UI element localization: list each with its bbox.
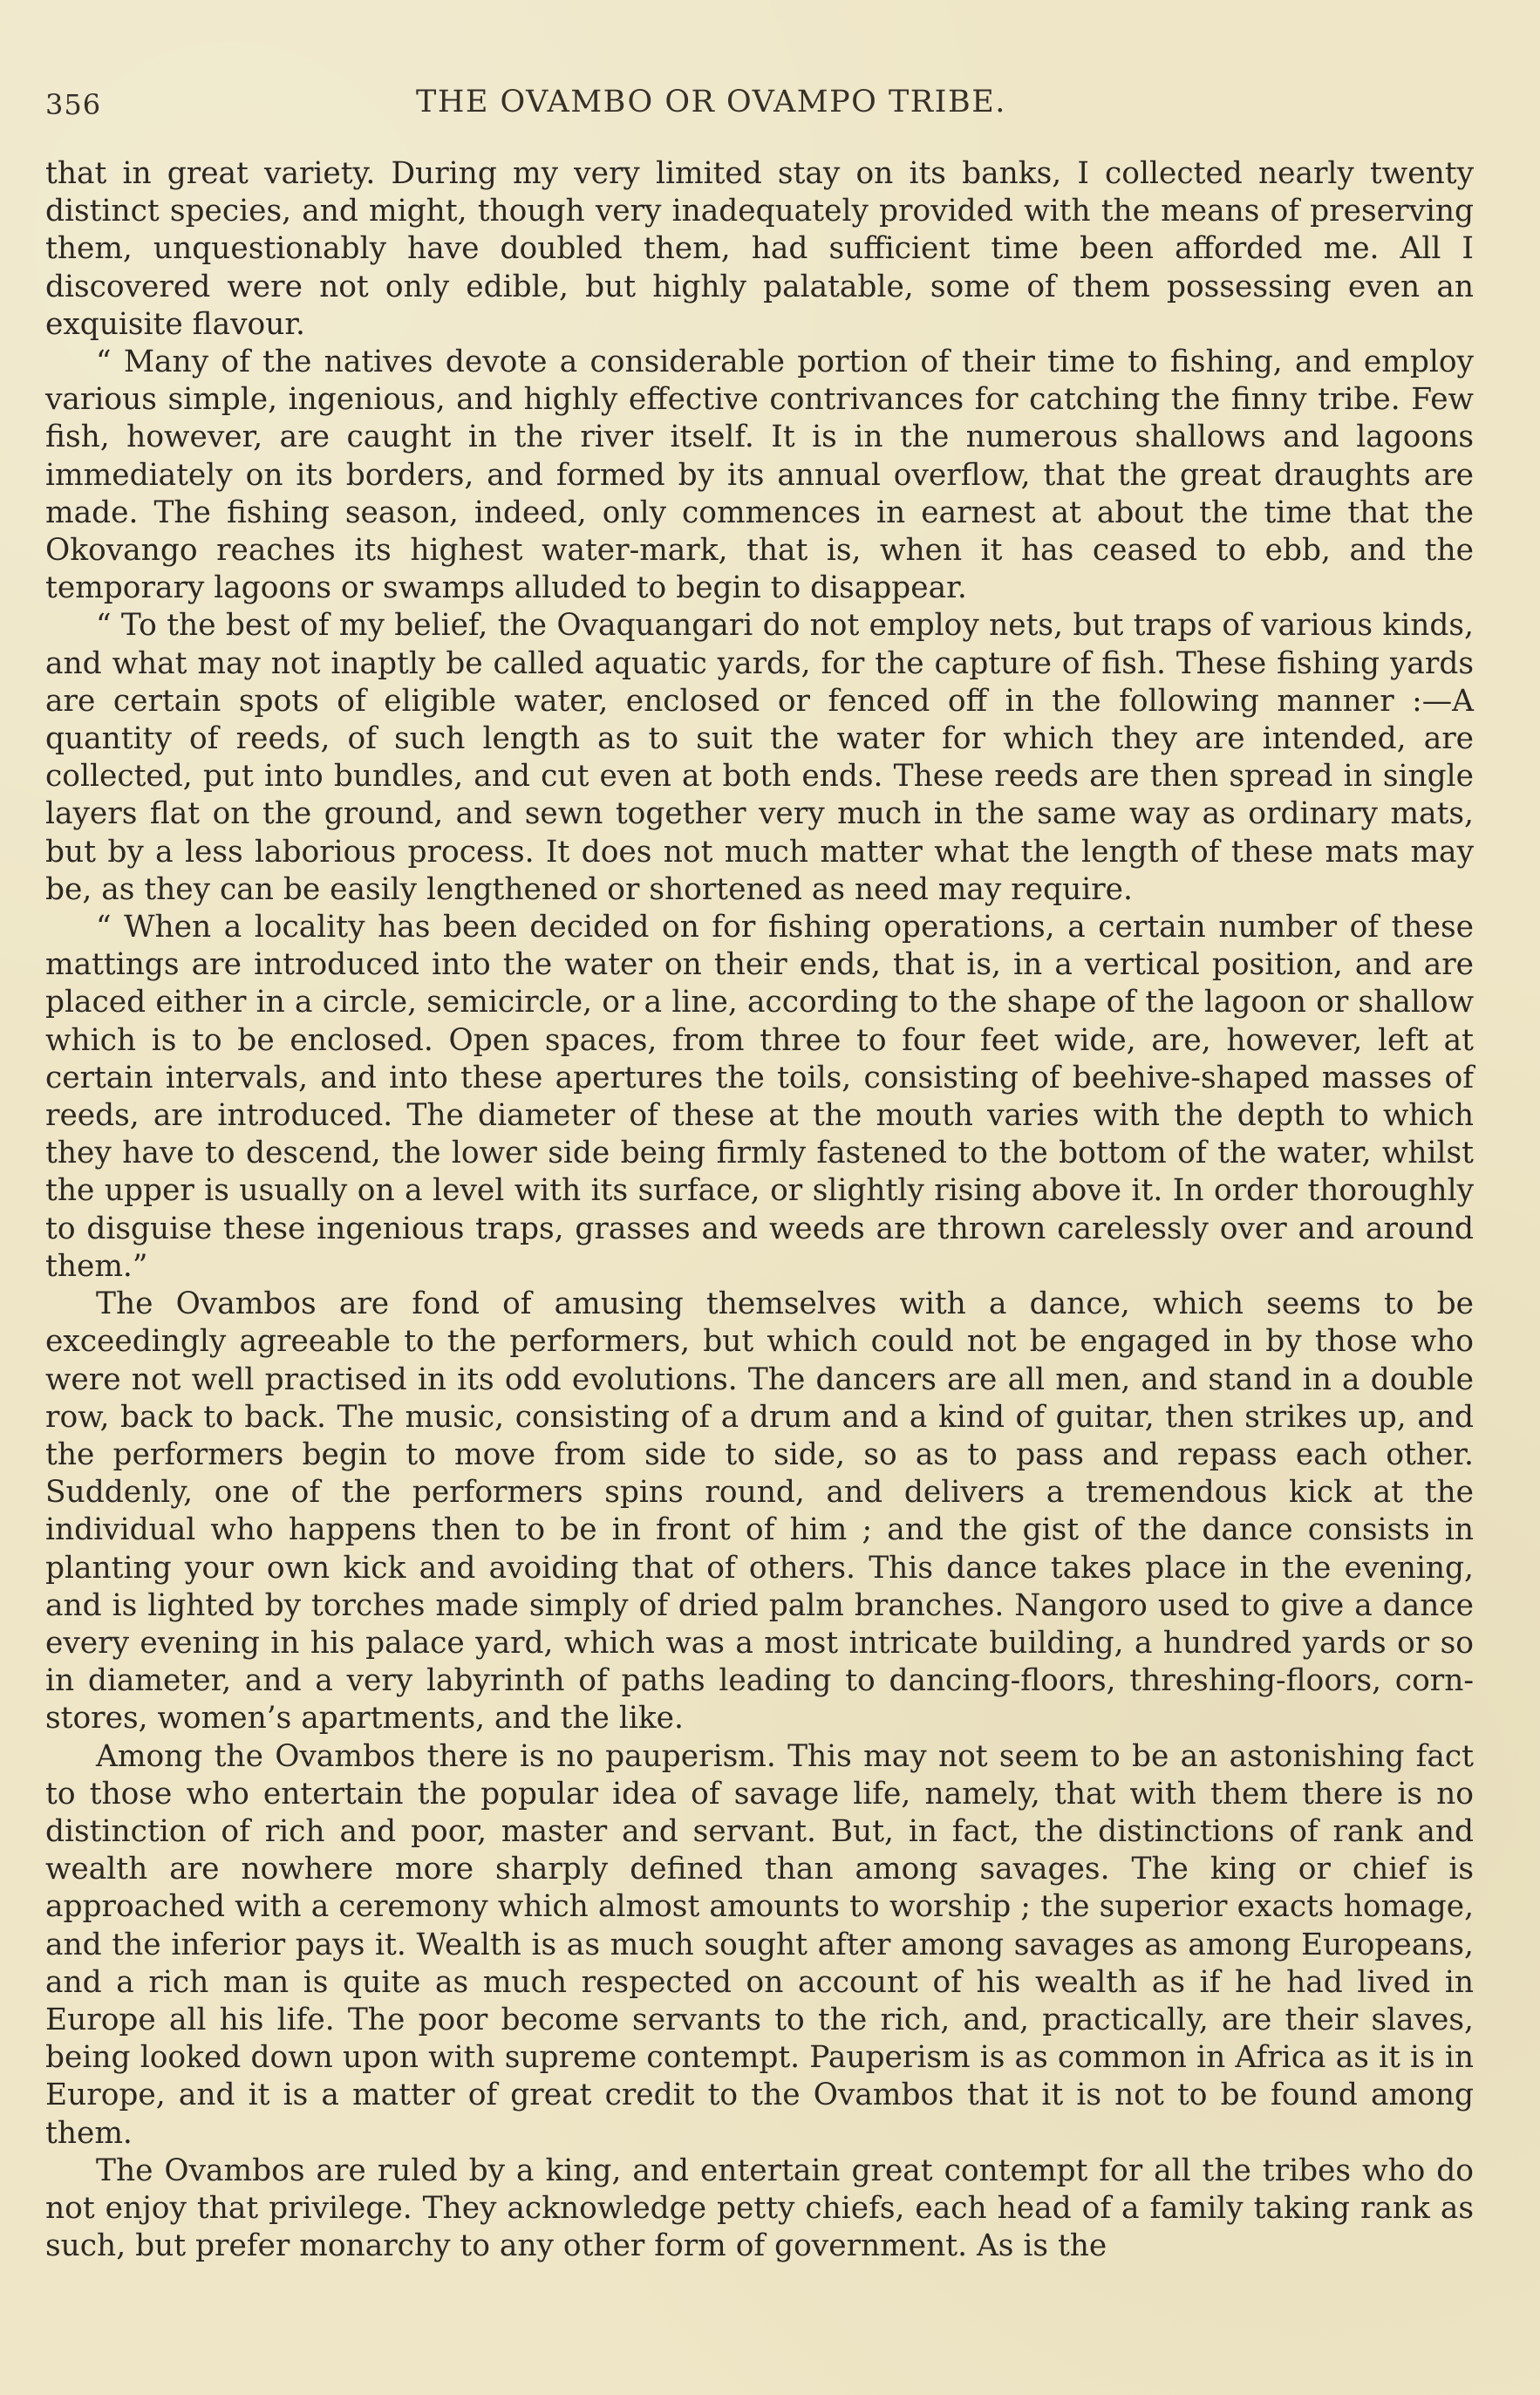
paragraph-7: The Ovambos are ruled by a king, and entertain great contempt for all the tribes who do not enjoy that privilege. They acknowledge petty chiefs, each head of a family taking rank as such, but prefer monarchy to any other form of government. As is the bbox=[45, 2153, 1474, 2264]
paragraph-2: “ Many of the natives devote a considerable portion of their time to fishing, and employ various simple, ingenious, and highly effective contrivances for catching the finny tribe. Few fish, however, are caught in the river itself. It is in the numerous shallows and lagoons immediately on its borders, and formed by its annual overflow, that the great draughts are made. The fishing season, indeed, only commences in earnest at about the time that the Okovango reaches its highest water-mark, that is, when it has ceased to ebb, and the temporary lagoons or swamps alluded to begin to disappear. bbox=[45, 345, 1474, 606]
paragraph-3: “ To the best of my belief, the Ovaquangari do not employ nets, but traps of various kinds, and what may not inaptly be called aquatic yards, for the capture of fish. These fishing yards are certain spots of eligible water, enclosed or fenced off in the following manner :—A quantity of reeds, of such length as to suit the water for which they are intended, are collected, put into bundles, and cut even at both ends. These reeds are then spread in single layers flat on the ground, and sewn together very much in the same way as ordinary mats, but by a less laborious process. It does not much matter what the length of these mats may be, as they can be easily lengthened or shortened as need may require. bbox=[45, 608, 1474, 907]
page-header bbox=[45, 84, 1453, 127]
running-head: THE OVAMBO OR OVAMPO TRIBE. bbox=[416, 85, 1006, 119]
paragraph-5: The Ovambos are fond of amusing themselves with a dance, which seems to be exceedingly agreeable to the performers, but which could not be engaged in by those who were not well practised in its odd evolutions. The dancers are all men, and stand in a double row, back to back. The music, consisting of a drum and a kind of guitar, then strikes up, and the performers begin to move from side to side, so as to pass and repass each other. Suddenly, one of the performers spins round, and delivers a tremendous kick at the individual who happens then to be in front of him ; and the gist of the dance consists in planting your own kick and avoiding that of others. This dance takes place in the evening, and is lighted by torches made simply of dried palm branches. Nangoro used to give a dance every evening in his palace yard, which was a most intricate building, a hundred yards or so in diameter, and a very labyrinth of paths leading to dancing-floors, threshing-floors, corn-stores, women’s apartments, and the like. bbox=[45, 1286, 1474, 1737]
paragraph-4: “ When a locality has been decided on for fishing operations, a certain number of these mattings are introduced into the water on their ends, that is, in a vertical position, and are placed either in a circle, semicircle, or a line, according to the shape of the lagoon or shallow which is to be enclosed. Open spaces, from three to four feet wide, are, however, left at certain intervals, and into these apertures the toils, consisting of beehive-shaped masses of reeds, are introduced. The diameter of these at the mouth varies with the depth to which they have to descend, the lower side being firmly fastened to the bottom of the water, whilst the upper is usually on a level with its surface, or slightly rising above it. In order thoroughly to disguise these ingenious traps, grasses and weeds are thrown carelessly over and around them.” bbox=[45, 910, 1474, 1284]
page-number: 356 bbox=[45, 88, 102, 121]
paragraph-1: that in great variety. During my very limited stay on its banks, I collected nearly twenty distinct species, and might, though very inadequately provided with the means of preserving them, unquestionably have doubled them, had sufficient time been afforded me. All I discovered were not only edible, but highly palatable, some of them possessing even an exquisite flavour. bbox=[45, 156, 1474, 342]
body-text bbox=[45, 155, 1474, 2265]
paragraph-6: Among the Ovambos there is no pauperism. This may not seem to be an astonishing fact to those who entertain the popular idea of savage life, namely, that with them there is no distinction of rich and poor, master and servant. But, in fact, the distinctions of rank and wealth are nowhere more sharply defined than among savages. The king or chief is approached with a ceremony which almost amounts to worship ; the superior exacts homage, and the inferior pays it. Wealth is as much sought after among savages as among Europeans, and a rich man is quite as much respected on account of his wealth as if he had lived in Europe all his life. The poor become servants to the rich, and, practically, are their slaves, being looked down upon with supreme contempt. Pauperism is as common in Africa as it is in Europe, and it is a matter of great credit to the Ovambos that it is not to be found among them. bbox=[45, 1738, 1474, 2151]
